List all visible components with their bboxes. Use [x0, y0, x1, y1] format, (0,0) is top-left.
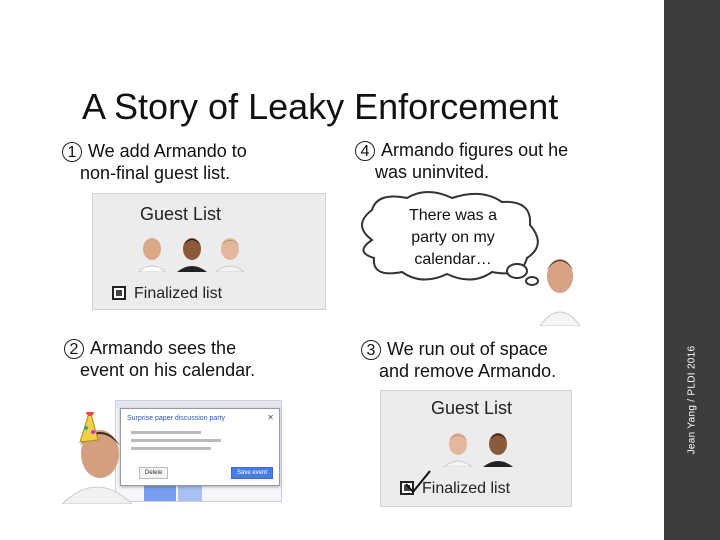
thought-line-2: party on my	[411, 229, 495, 246]
checkmark-icon	[404, 470, 432, 496]
armando-portrait-party	[62, 412, 132, 504]
finalized-label-3: Finalized list	[422, 480, 511, 497]
finalized-checkbox-1[interactable]	[112, 286, 126, 300]
armando-portrait-thinking	[540, 248, 580, 326]
guest-avatar-2	[175, 232, 209, 272]
finalized-checkbox-row-1[interactable]	[112, 285, 222, 303]
step-4-line2: was uninvited.	[375, 162, 490, 182]
save-event-button[interactable]: Save event	[231, 467, 273, 479]
guest-list-title-1: Guest List	[140, 204, 222, 224]
step-3-line2: and remove Armando.	[379, 361, 557, 381]
step-2	[64, 337, 255, 381]
step-4-number: 4	[355, 141, 375, 161]
delete-event-button[interactable]: Delete	[139, 467, 168, 479]
step-1-line2: non-final guest list.	[80, 163, 231, 183]
step-1	[62, 140, 247, 184]
step-2-number: 2	[64, 339, 84, 359]
thought-line-3: calendar…	[414, 251, 492, 268]
step-1-number: 1	[62, 142, 82, 162]
step-4	[355, 139, 568, 183]
right-sidebar	[664, 0, 720, 540]
event-popup-title: Surprise paper discussion party	[127, 415, 226, 422]
finalized-label-1: Finalized list	[134, 285, 223, 302]
guest-avatar-3b	[481, 427, 515, 467]
close-icon[interactable]: ✕	[267, 413, 274, 422]
thought-text	[378, 205, 528, 271]
step-3	[361, 338, 556, 382]
footer-credit: Jean Yang / PLDI 2016	[686, 345, 698, 455]
guest-avatar-3a	[441, 427, 475, 467]
step-4-line1: Armando figures out he	[381, 140, 569, 160]
guest-avatar-3	[213, 232, 247, 272]
slide-title: A Story of Leaky Enforcement	[82, 86, 559, 127]
guest-avatar-armando	[135, 232, 169, 272]
event-popup[interactable]	[120, 408, 280, 486]
step-3-number: 3	[361, 340, 381, 360]
guest-list-title-3: Guest List	[431, 398, 513, 418]
step-3-line1: We run out of space	[387, 339, 548, 359]
step-1-line1: We add Armando to	[88, 141, 247, 161]
step-2-line2: event on his calendar.	[80, 360, 256, 380]
thought-line-1: There was a	[408, 207, 498, 224]
step-2-line1: Armando sees the	[90, 338, 237, 358]
